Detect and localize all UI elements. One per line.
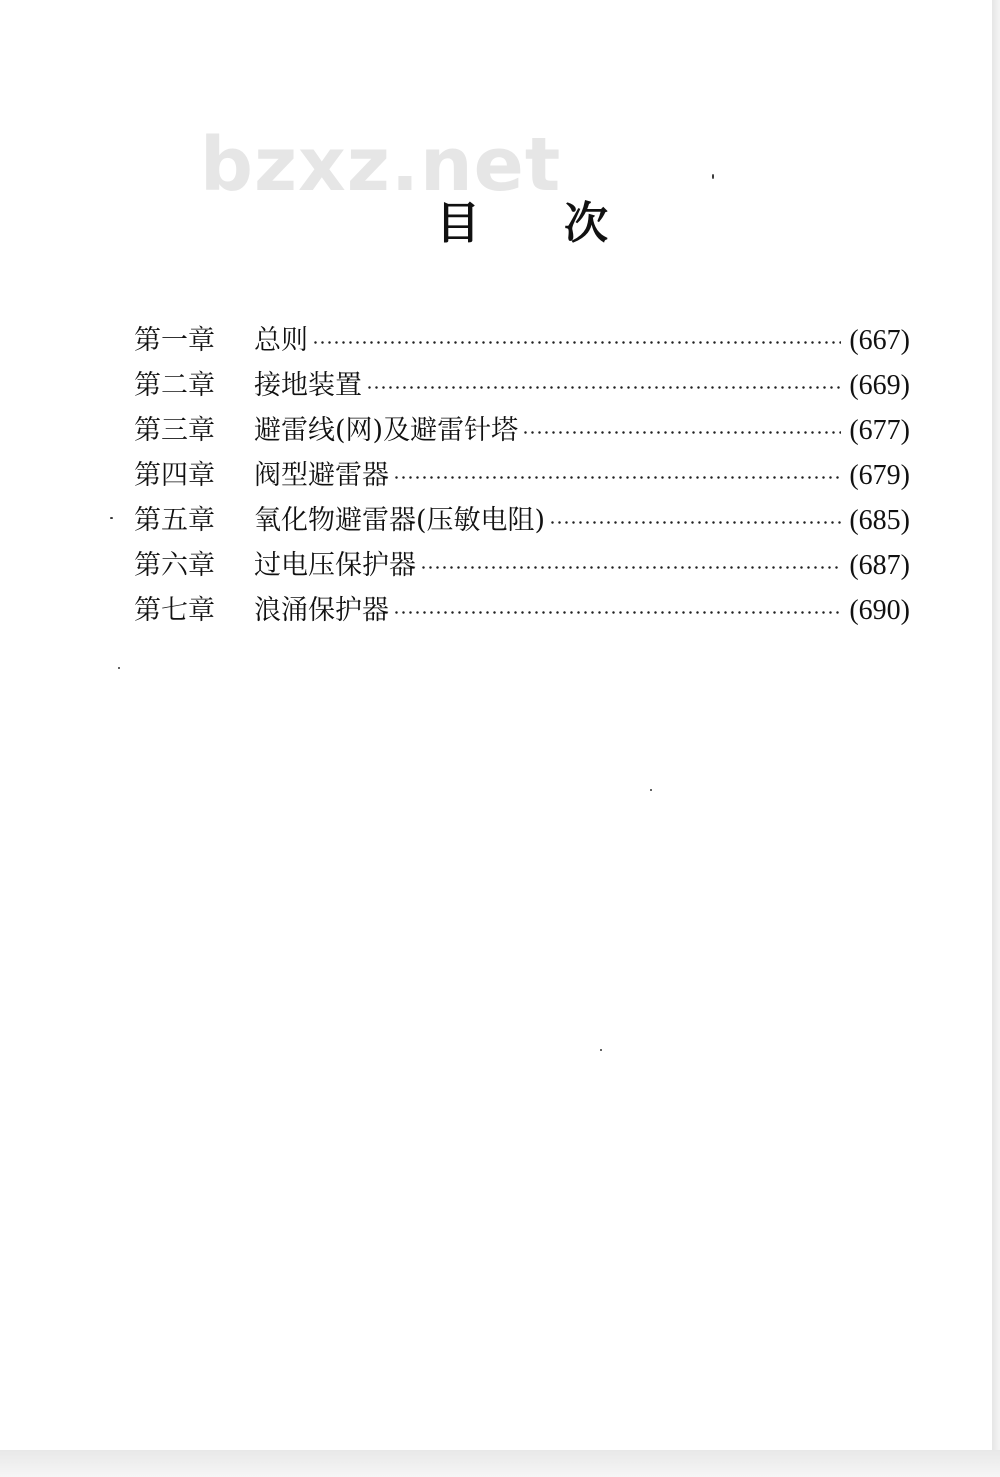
toc-page-number: (669) <box>849 369 910 401</box>
toc-dot-leader <box>393 611 841 614</box>
toc-entry <box>134 318 910 363</box>
toc-page-number: (677) <box>849 414 910 446</box>
toc-entry <box>134 363 910 408</box>
toc-dot-leader <box>393 476 841 479</box>
page-bottom-edge <box>0 1450 1000 1477</box>
toc-chapter-title: 避雷线(网)及避雷针塔 <box>254 415 519 446</box>
toc-chapter-title: 总则 <box>254 325 308 356</box>
toc-chapter-number: 第七章 <box>134 595 215 626</box>
toc-dot-leader <box>549 521 841 524</box>
toc-entry <box>134 498 910 543</box>
toc-page-number: (690) <box>849 594 910 626</box>
toc-dot-leader <box>420 566 841 569</box>
toc-chapter-number: 第一章 <box>134 325 215 356</box>
toc-chapter-number: 第五章 <box>134 505 215 536</box>
table-of-contents <box>134 318 910 633</box>
toc-page-number: (687) <box>849 549 910 581</box>
page-title-part2: 次 <box>564 198 608 249</box>
toc-chapter-title: 氧化物避雷器(压敏电阻) <box>254 505 546 536</box>
toc-page-number: (685) <box>849 504 910 536</box>
scan-speck <box>110 517 113 519</box>
toc-chapter-number: 第三章 <box>134 415 215 446</box>
toc-chapter-number: 第四章 <box>134 460 215 491</box>
page-title <box>436 198 608 249</box>
scan-speck <box>600 1049 602 1051</box>
toc-chapter-number: 第二章 <box>134 370 215 401</box>
toc-dot-leader <box>522 431 841 434</box>
scan-speck <box>118 667 120 669</box>
toc-entry <box>134 453 910 498</box>
toc-dot-leader <box>366 386 841 389</box>
toc-dot-leader <box>312 341 841 344</box>
toc-chapter-title: 阀型避雷器 <box>254 460 389 491</box>
toc-entry <box>134 543 910 588</box>
toc-chapter-title: 浪涌保护器 <box>254 595 389 626</box>
toc-page-number: (679) <box>849 459 910 491</box>
scan-speck <box>650 789 652 791</box>
toc-page-number: (667) <box>849 324 910 356</box>
toc-entry <box>134 408 910 453</box>
toc-entry <box>134 588 910 633</box>
toc-chapter-title: 过电压保护器 <box>254 550 416 581</box>
toc-chapter-number: 第六章 <box>134 550 215 581</box>
toc-chapter-title: 接地装置 <box>254 370 362 401</box>
page-title-part1: 目 <box>436 198 480 249</box>
scan-speck <box>712 174 714 179</box>
page-right-edge <box>992 0 1000 1477</box>
watermark: bzxz.net <box>200 122 562 208</box>
